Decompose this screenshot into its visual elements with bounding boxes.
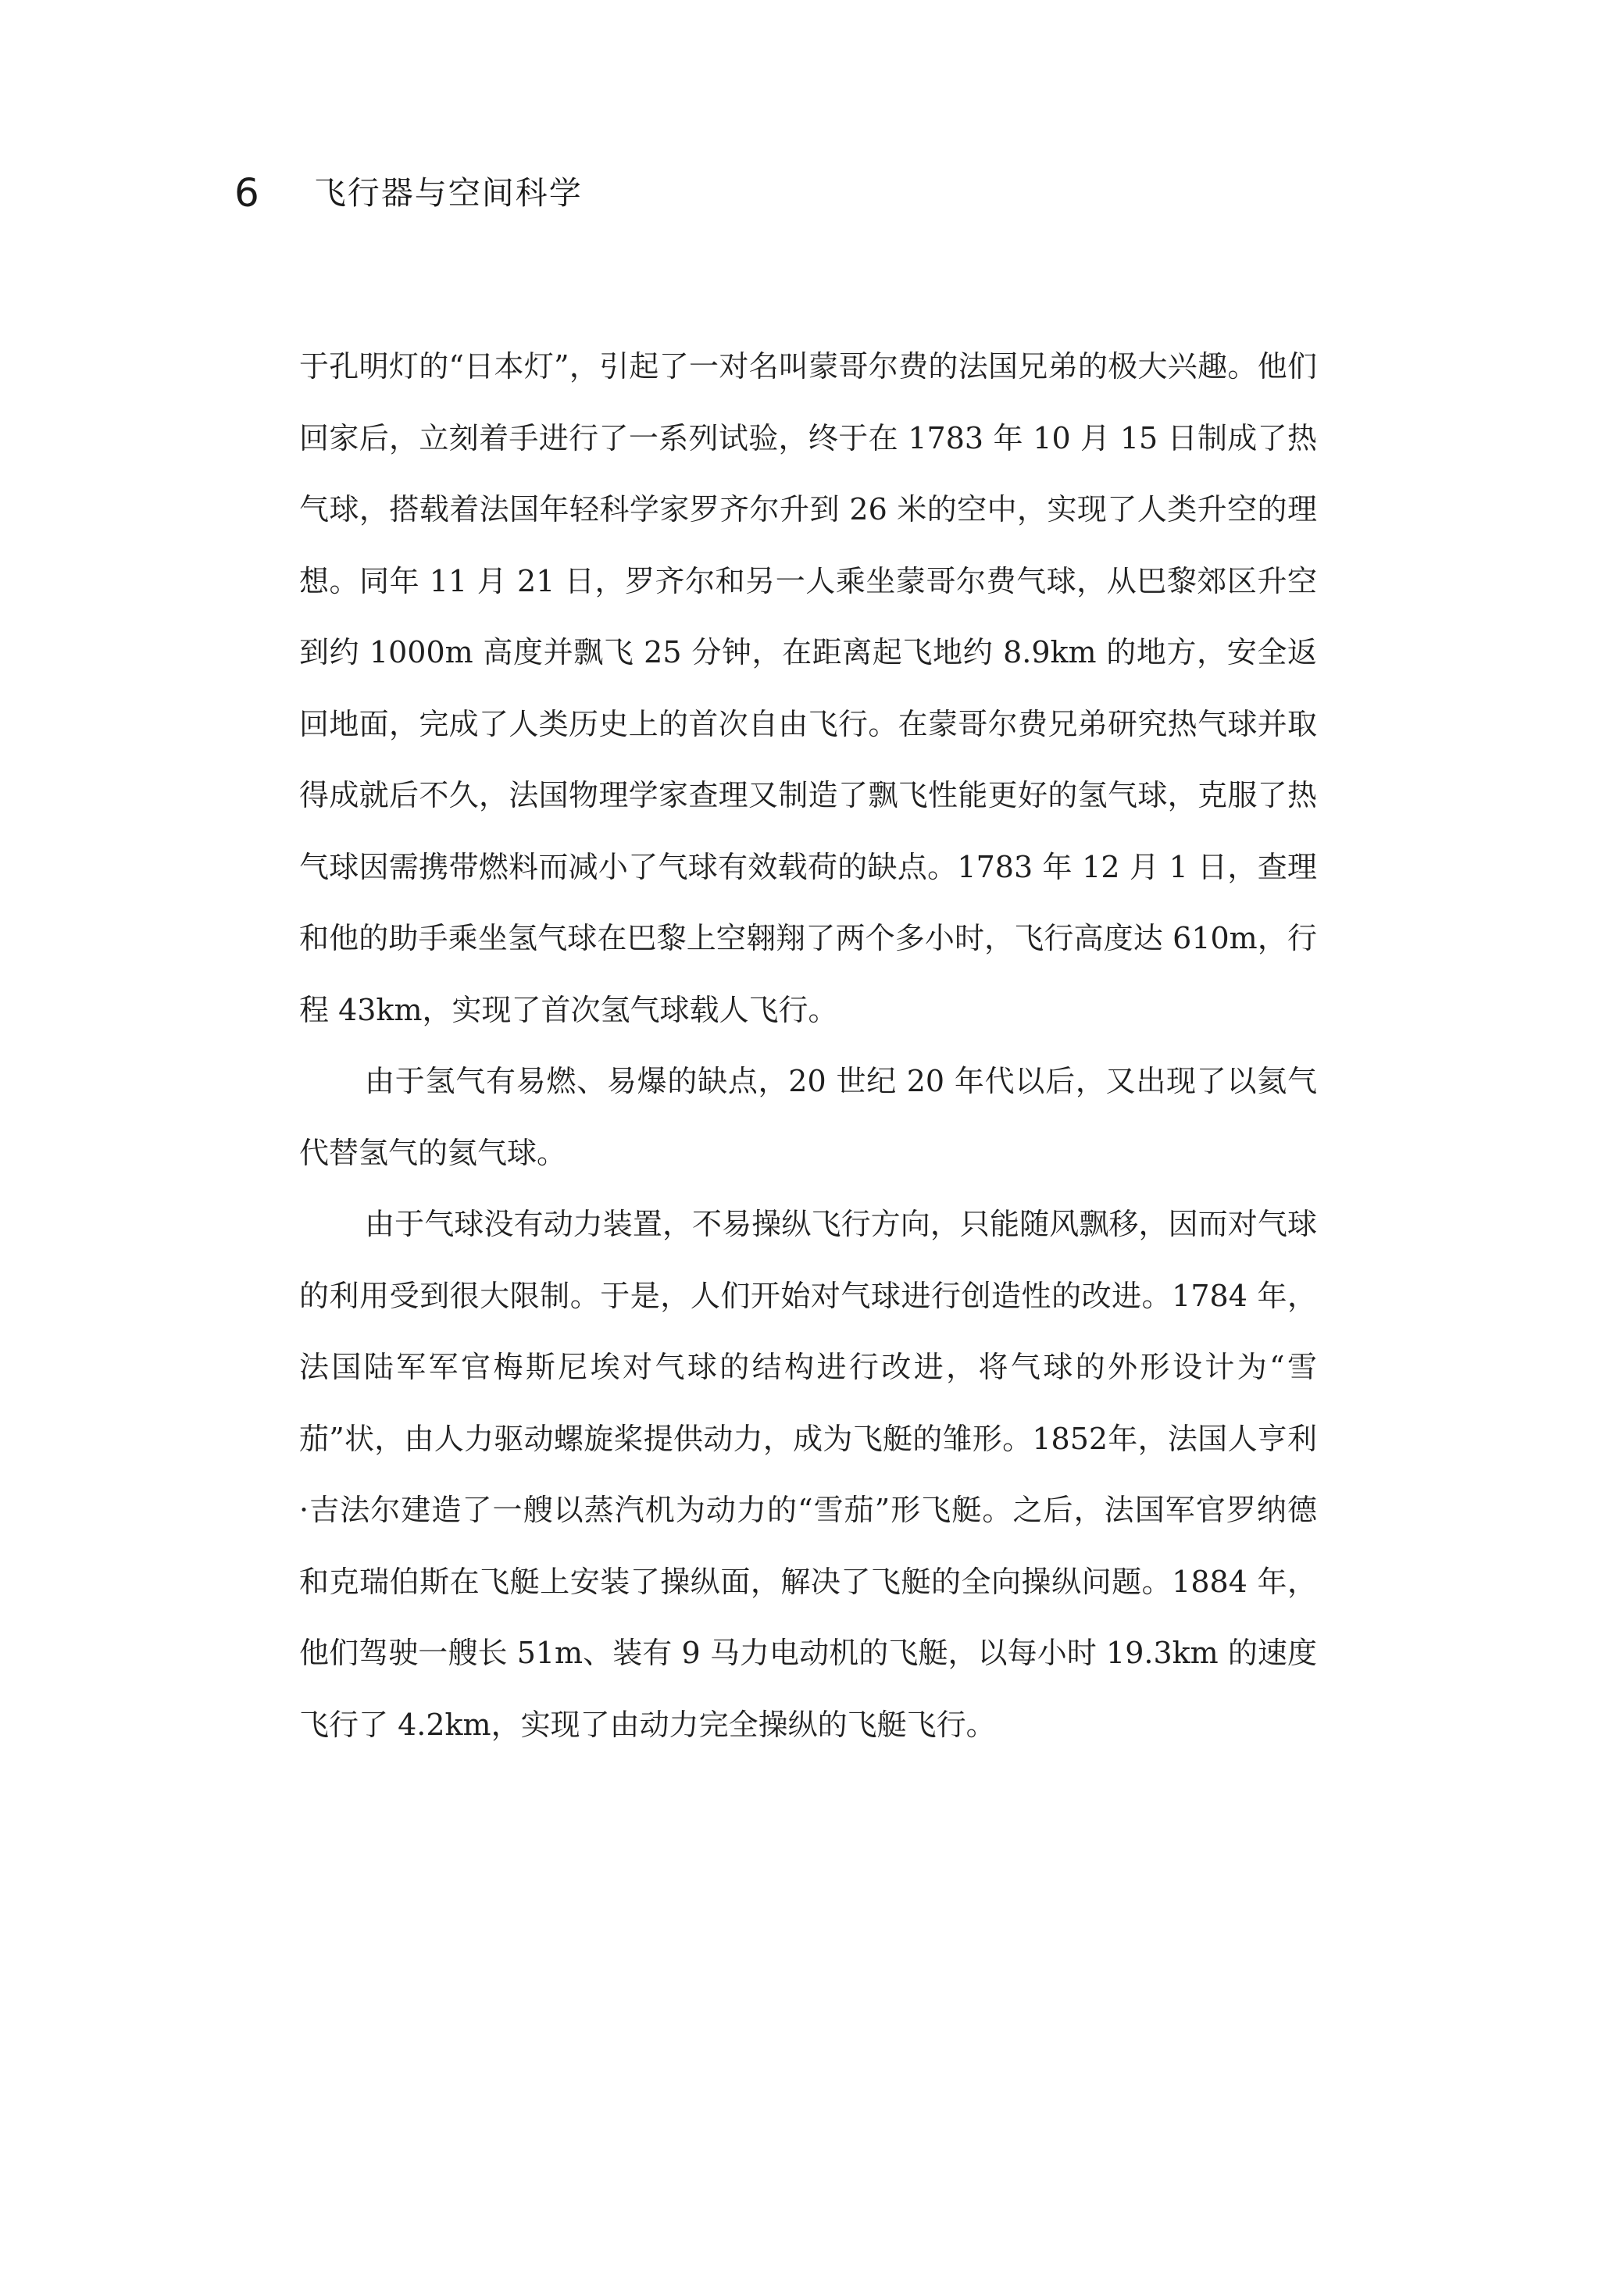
paragraph-continued: 于孔明灯的“日本灯”，引起了一对名叫蒙哥尔费的法国兄弟的极大兴趣。他们回家后，立刻着手进行了一系列试验，终于在 1783 年 10 月 15 日制成了热气球，搭载着法国年轻科学家罗齐尔升到 26 米的空中，实现了人类升空的理想。同年 11 月 21 日，罗齐尔和另一人乘坐蒙哥尔费气球，从巴黎郊区升空到约 1000m 高度并飘飞 25 分钟，在距离起飞地约 8.9km 的地方，安全返回地面，完成了人类历史上的首次自由飞行。在蒙哥尔费兄弟研究热气球并取得成就后不久，法国物理学家查理又制造了飘飞性能更好的氢气球，克服了热气球因需携带燃料而减小了气球有效载荷的缺点。1783 年 12 月 1 日，查理和他的助手乘坐氢气球在巴黎上空翱翔了两个多小时，飞行高度达 610m，行程 43km，实现了首次氢气球载人飞行。 xyxy=(299,349,1317,1027)
running-title: 飞行器与空间科学 xyxy=(313,173,583,212)
page-number: 6 xyxy=(234,170,259,216)
paragraph-helium-balloon: 由于氢气有易燃、易爆的缺点，20 世纪 20 年代以后，又出现了以氦气代替氢气的氦气球。 xyxy=(299,1064,1317,1170)
running-header xyxy=(234,166,583,220)
paragraph-airship: 由于气球没有动力装置，不易操纵飞行方向，只能随风飘移，因而对气球的利用受到很大限制。于是，人们开始对气球进行创造性的改进。1784 年，法国陆军军官梅斯尼埃对气球的结构进行改进，将气球的外形设计为“雪茄”状，由人力驱动螺旋桨提供动力，成为飞艇的雏形。1852年，法国人亨利·吉法尔建造了一艘以蒸汽机为动力的“雪茄”形飞艇。之后，法国军官罗纳德和克瑞伯斯在飞艇上安装了操纵面，解决了飞艇的全向操纵问题。1884 年，他们驾驶一艘长 51m、装有 9 马力电动机的飞艇，以每小时 19.3km 的速度飞行了 4.2km，实现了由动力完全操纵的飞艇飞行。 xyxy=(299,1207,1317,1742)
body-text xyxy=(299,331,1317,1761)
